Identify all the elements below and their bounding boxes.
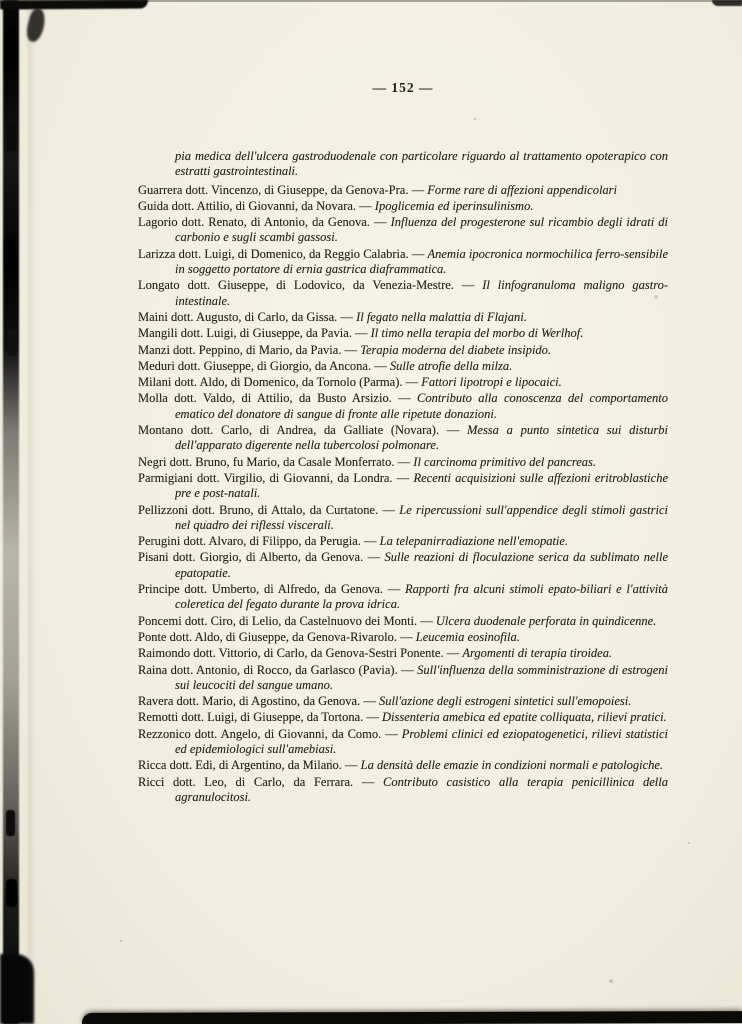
dash-separator: —: [381, 726, 402, 741]
list-item: [138, 582, 668, 613]
entry-name: Guarrera dott. Vincenzo, di Giuseppe, da Genova-Pra.: [138, 182, 409, 197]
entry-name: Milani dott. Aldo, di Domenico, da Tornolo (Parma).: [138, 375, 403, 390]
entry-title: Recenti acquisizioni sulle affezioni eritroblastiche pre e post-natali.: [175, 470, 669, 501]
dash-separator: —: [408, 182, 428, 197]
entry-title: Argomenti di terapia tiroidea.: [462, 646, 613, 661]
dash-separator: —: [439, 423, 467, 438]
dash-separator: —: [341, 342, 361, 357]
entry-title: Il timo nella terapia del morbo di Werlhof.: [370, 326, 584, 341]
dash-separator: —: [360, 534, 380, 549]
entry-title: Ipoglicemia ed iperinsulinismo.: [374, 198, 534, 213]
dash-separator: —: [417, 613, 436, 628]
scan-artifact-top-right: [712, 0, 742, 6]
list-item: [138, 215, 668, 246]
entry-name: Longato dott. Giuseppe, di Lodovico, da Venezia-Mestre.: [138, 278, 454, 293]
list-item: [138, 359, 668, 374]
list-item: [138, 534, 668, 549]
entry-title: Leucemia eosinofila.: [415, 629, 520, 644]
list-item: [138, 758, 668, 773]
entry-name: Mangili dott. Luigi, di Giuseppe, da Pavia.: [138, 326, 352, 341]
dash-separator: —: [453, 278, 483, 293]
entry-name: Maini dott. Augusto, di Carlo, da Gissa.: [138, 309, 338, 324]
scan-artifact-bottom-edge: [82, 1011, 742, 1024]
entry-title: Il fegato nella malattia di Flajani.: [356, 309, 527, 324]
dash-separator: —: [353, 774, 383, 789]
list-item: [138, 455, 668, 470]
entry-title: Anemia ipocronica normochilica ferro-sensibile in soggetto portatore di ernia gastrica diaframmatica.: [175, 246, 669, 277]
entry-name: Larizza dott. Luigi, di Domenico, da Reggio Calabria.: [138, 246, 409, 261]
binding-shadow: [3, 0, 19, 1024]
scan-artifact-top-edge: [0, 0, 742, 2]
binding-ink-marks: [6, 30, 15, 56]
dash-separator: —: [363, 710, 383, 725]
entry-name: Parmigiani dott. Virgilio, di Giovanni, da Londra.: [138, 470, 393, 485]
entry-title: Contributo casistico alla terapia penicillinica della agranulocitosi.: [175, 774, 668, 804]
list-item: [138, 247, 668, 278]
entry-title: Le ripercussioni sull'appendice degli stimoli gastrici nel quadro dei riflessi viscerali.: [175, 502, 668, 532]
list-item: [138, 775, 668, 806]
entry-name: Rezzonico dott. Angelo, di Giovanni, da Como.: [138, 726, 382, 741]
entry-title: Ulcera duodenale perforata in quindicenne.: [435, 613, 657, 628]
dash-separator: —: [351, 326, 371, 341]
entry-title: Dissenteria amebica ed epatite colliquata, rilievi pratici.: [382, 710, 667, 725]
entry-title: La densità delle emazie in condizioni normali e patologiche.: [360, 758, 664, 773]
list-item: [138, 471, 668, 502]
dash-separator: —: [369, 215, 391, 230]
dash-separator: —: [371, 358, 390, 373]
dash-separator: —: [363, 550, 385, 565]
entry-title: Sull'influenza della somministrazione di estrogeni sui leucociti del sangue umano.: [175, 662, 669, 692]
dash-separator: —: [394, 454, 414, 469]
list-item: [138, 391, 668, 422]
dash-separator: —: [356, 198, 375, 213]
entry-name: Montano dott. Carlo, di Andrea, da Galliate (Novara).: [138, 423, 440, 438]
entry-title: Sull'azione degli estrogeni sintetici sull'emopoiesi.: [378, 694, 632, 709]
entry-name: Meduri dott. Giuseppe, di Giorgio, da Ancona.: [138, 358, 372, 373]
entry-title: Influenza del progesterone sul ricambio degli idrati di carbonio e sugli scambi gassosi.: [175, 215, 668, 245]
entry-name: Ravera dott. Mario, di Agostino, da Genova.: [138, 694, 361, 709]
dash-separator: —: [391, 391, 417, 406]
entry-title: Sulle atrofie della milza.: [389, 358, 513, 373]
page-crease: [28, 0, 35, 1024]
entry-name: Pisani dott. Giorgio, di Alberto, da Genova.: [138, 550, 364, 565]
list-item: [138, 199, 668, 214]
entry-title: Il linfogranuloma maligno gastro-intestinale.: [175, 278, 669, 308]
entry-name: Raimondo dott. Vittorio, di Carlo, da Genova-Sestri Ponente.: [138, 646, 444, 661]
entry-title: Contributo alla conoscenza del comportamento ematico del donatore di sangue di fronte alle ripetute donazioni.: [175, 391, 669, 421]
entry-title: La telepanirradiazione nell'emopatie.: [379, 534, 569, 549]
list-item: [138, 343, 668, 358]
entry-name: Molla dott. Valdo, di Attilio, da Busto Arsizio.: [138, 391, 392, 406]
list-item: [138, 278, 668, 309]
list-item: [138, 646, 668, 661]
dash-separator: —: [337, 309, 357, 324]
continuation-paragraph: pia medica dell'ulcera gastroduodenale con particolare riguardo al trattamento opoterapico con estratti gastrointestinali.: [175, 149, 668, 179]
entry-title: Terapia moderna del diabete insipido.: [360, 342, 552, 357]
text-block: [138, 149, 668, 806]
entry-name: Perugini dott. Alvaro, di Filippo, da Perugia.: [138, 534, 361, 549]
entry-name: Negri dott. Bruno, fu Mario, da Casale Monferrato.: [138, 454, 395, 469]
dash-separator: —: [392, 470, 414, 485]
entry-title: Forme rare di affezioni appendicolari: [427, 182, 617, 197]
dash-separator: —: [408, 246, 428, 261]
list-item: [138, 694, 668, 709]
entry-name: Lagorio dott. Renato, di Antonio, da Genova.: [138, 215, 370, 230]
entry-name: Raina dott. Antonio, di Rocco, da Garlasco (Pavia).: [138, 662, 398, 677]
dash-separator: —: [360, 694, 379, 709]
dash-separator: —: [397, 629, 416, 644]
list-item: [138, 375, 668, 390]
entry-name: Poncemi dott. Ciro, di Lelio, da Castelnuovo dei Monti.: [138, 613, 418, 628]
page-number: — 152 —: [372, 80, 434, 95]
list-item: [138, 310, 668, 325]
entry-name: Ricca dott. Edi, di Argentino, da Milano.: [138, 758, 342, 773]
entry-name: Pellizzoni dott. Bruno, di Attalo, da Curtatone.: [138, 502, 379, 517]
list-item: [138, 423, 668, 454]
dash-separator: —: [383, 582, 405, 597]
entry-name: Remotti dott. Luigi, di Giuseppe, da Tortona.: [138, 710, 364, 725]
list-item: [138, 614, 668, 629]
dash-separator: —: [443, 646, 463, 661]
entry-name: Principe dott. Umberto, di Alfredo, da Genova.: [138, 582, 384, 597]
entry-name: Guida dott. Attilio, di Giovanni, da Novara.: [138, 198, 357, 213]
list-item: [138, 630, 668, 645]
entry-title: Rapporti fra alcuni stimoli epato-biliari e l'attività coleretica del fegato durante la prova idrica.: [175, 582, 668, 612]
entry-title: Il carcinoma primitivo del pancreas.: [413, 454, 597, 469]
dash-separator: —: [341, 758, 361, 773]
list-item: [138, 663, 668, 694]
entry-title: Messa a punto sintetica sui disturbi dell'apparato digerente nella tubercolosi polmonare.: [175, 423, 668, 453]
list-item: [138, 550, 668, 581]
list-item: [138, 503, 668, 534]
entry-list: [138, 183, 668, 806]
list-item: [138, 183, 668, 198]
scan-speckles: [0, 0, 2, 2]
entry-title: Fattori lipotropi e lipocaici.: [421, 375, 562, 390]
entry-name: Manzi dott. Peppino, di Mario, da Pavia.: [138, 342, 342, 357]
entry-name: Ponte dott. Aldo, di Giuseppe, da Genova-Rivarolo.: [138, 629, 397, 644]
list-item: [138, 727, 668, 758]
dash-separator: —: [402, 375, 422, 390]
dash-separator: —: [397, 662, 418, 677]
entry-name: Ricci dott. Leo, di Carlo, da Ferrara.: [138, 774, 354, 789]
dash-separator: —: [378, 502, 400, 517]
entry-title: Sulle reazioni di floculazione serica da sublimato nelle epatopatie.: [175, 550, 669, 580]
entry-title: Problemi clinici ed eziopatogenetici, rilievi statistici ed epidemiologici sull'amebiasi.: [175, 726, 668, 756]
list-item: [138, 326, 668, 341]
list-item: [138, 710, 668, 725]
